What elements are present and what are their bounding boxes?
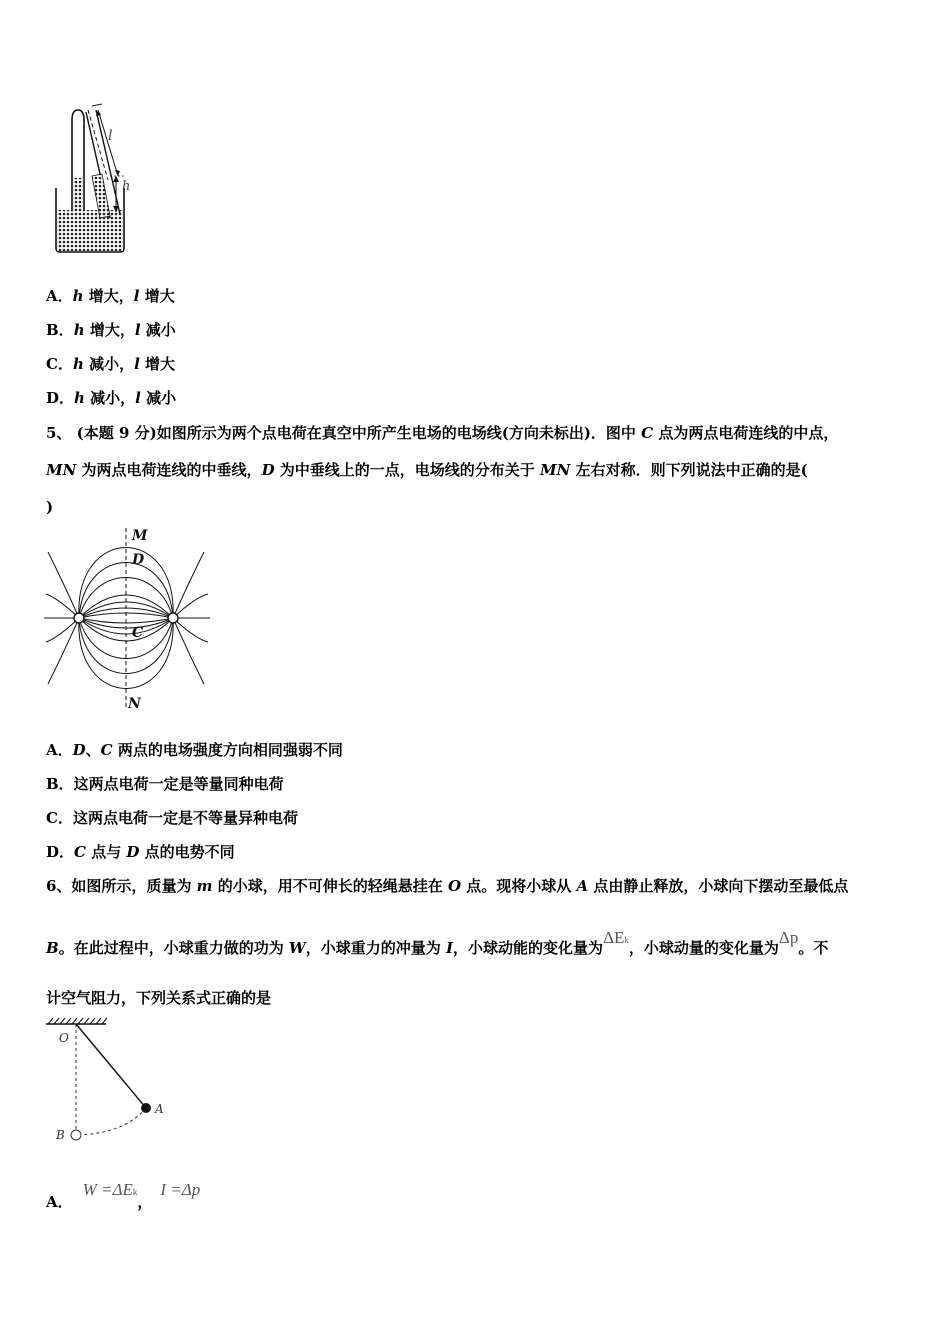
- q5-stem-line3: ): [46, 498, 54, 516]
- q6-stem-line1: 6、如图所示，质量为 m 的小球，用不可伸长的轻绳悬挂在 O 点。现将小球从 A 点由静止释放，小球向下摆动至最低点: [46, 877, 849, 895]
- q6-label-a: A: [155, 1102, 164, 1116]
- q5-stem-line2: MN 为两点电荷连线的中垂线，D 为中垂线上的一点，电场线的分布关于 MN 左右对称．则下列说法中正确的是(: [46, 461, 808, 479]
- q5-option-b[interactable]: B．这两点电荷一定是等量同种电荷: [46, 775, 284, 793]
- q5-stem-line1: 5、 (本题 9 分)如图所示为两个点电荷在真空中所产生电场的电场线(方向未标出)．图中 C 点为两点电荷连线的中点，: [46, 424, 839, 442]
- q6-option-a[interactable]: A．W =ΔEk，I =Δp: [46, 1180, 201, 1211]
- q6-pendulum-figure: [44, 1014, 174, 1149]
- q4-tube-figure: [46, 100, 146, 260]
- q6-label-o: O: [59, 1031, 69, 1045]
- q4-option-c[interactable]: C．h 减小，l 增大: [46, 355, 176, 373]
- q5-option-c[interactable]: C．这两点电荷一定是不等量异种电荷: [46, 809, 298, 827]
- q4-label-h: h: [122, 179, 131, 194]
- q5-label-c: C: [132, 625, 144, 641]
- delta-p-formula: Δp: [778, 928, 799, 947]
- q4-option-a[interactable]: A．h 增大，l 增大: [46, 287, 175, 305]
- q5-label-d: D: [132, 552, 145, 568]
- q4-option-b[interactable]: B．h 增大，l 减小: [46, 321, 176, 339]
- q5-label-n: N: [128, 696, 141, 712]
- q6-stem-line3: 计空气阻力，下列关系式正确的是: [46, 989, 272, 1007]
- q6-option-a-formula2: I =Δp: [160, 1180, 201, 1199]
- q6-stem-line2: B。在此过程中，小球重力做的功为 W，小球重力的冲量为 I，小球动能的变化量为ΔEk，小球动量的变化量为Δp。不: [46, 928, 829, 957]
- q5-option-a[interactable]: A．D、C 两点的电场强度方向相同强弱不同: [46, 741, 343, 759]
- q6-label-b: B: [56, 1128, 65, 1142]
- q5-option-d[interactable]: D．C 点与 D 点的电势不同: [46, 843, 235, 861]
- q5-field-lines-figure: [44, 524, 212, 714]
- q4-option-d[interactable]: D．h 减小，l 减小: [46, 389, 177, 407]
- q4-label-l: l: [108, 128, 113, 144]
- delta-ek-formula: ΔEk: [603, 928, 629, 947]
- q5-label-m: M: [132, 528, 148, 544]
- q6-option-a-formula1: W =ΔEk: [82, 1180, 138, 1199]
